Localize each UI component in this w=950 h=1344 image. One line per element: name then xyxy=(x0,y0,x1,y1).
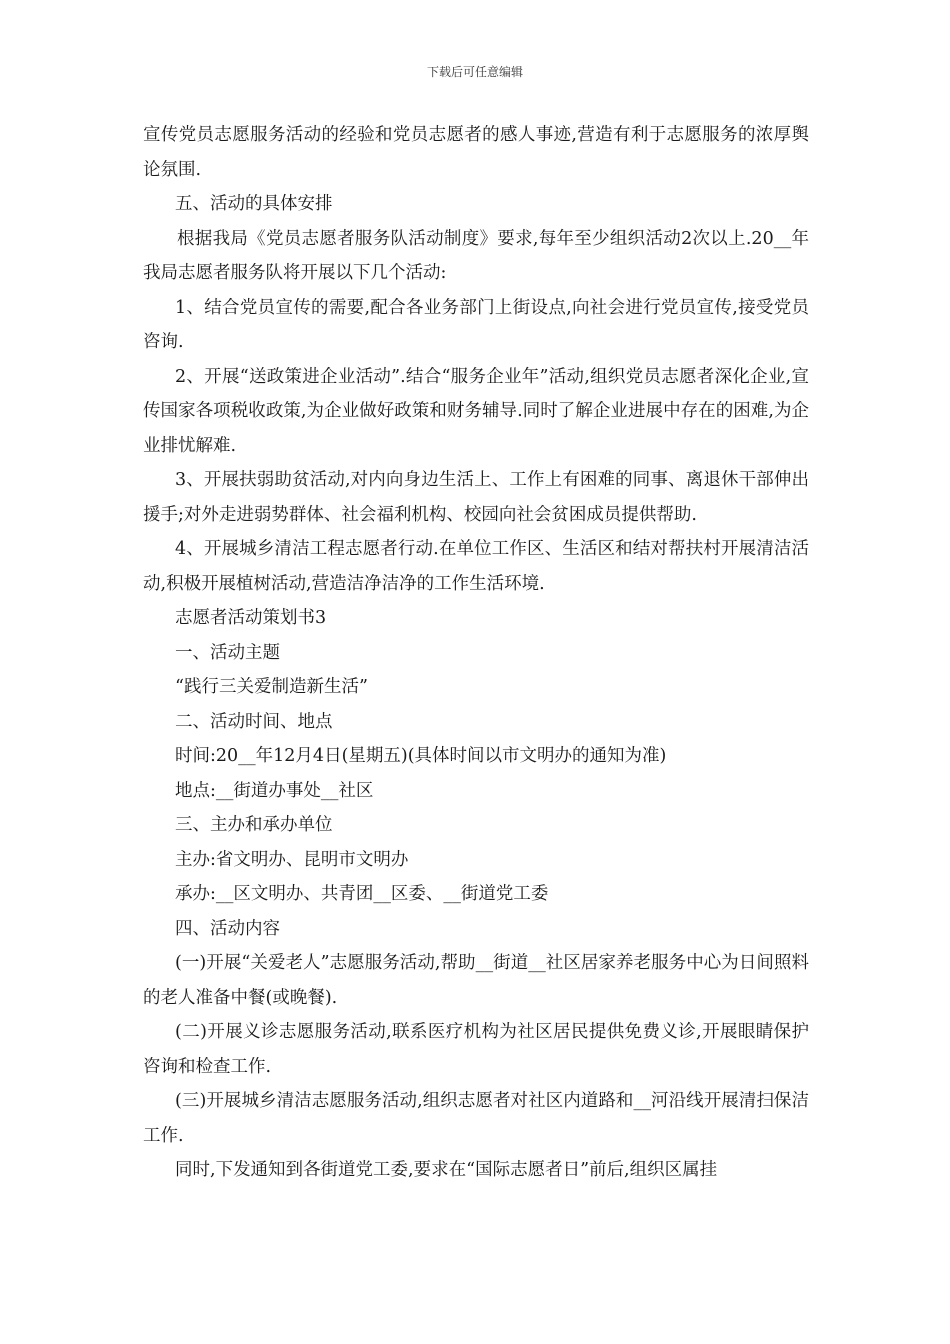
theme-slogan: “践行三关爱制造新生活” xyxy=(175,677,368,697)
heading-time-place: 二、活动时间、地点 xyxy=(175,711,333,732)
list-item-1: 1、结合党员宣传的需要,配合各业务部门上街设点,向社会进行党员宣传,接受党员咨询. xyxy=(143,297,809,352)
paragraph-arrangement: 根据我局《党员志愿者服务队活动制度》要求,每年至少组织活动2次以上.20__年我局志愿者服务队将开展以下几个活动: xyxy=(143,228,809,283)
event-time: 时间:20__年12月4日(星期五)(具体时间以市文明办的通知为准) xyxy=(175,746,667,766)
list-item-2: 2、开展“送政策进企业活动”.结合“服务企业年”活动,组织党员志愿者深化企业,宣传国家各项税收政策,为企业做好政策和财务辅导.同时了解企业进展中存在的困难,为企业排忧解难. xyxy=(143,366,809,456)
heading-organizers: 三、主办和承办单位 xyxy=(175,815,333,835)
heading-theme: 一、活动主题 xyxy=(175,642,280,663)
page-header-note: 下载后可任意编辑 xyxy=(426,65,523,79)
content-item-2: (二)开展义诊志愿服务活动,联系医疗机构为社区居民提供免费义诊,开展眼睛保护咨询和检查工作. xyxy=(143,1022,809,1077)
document-subtitle: 志愿者活动策划书3 xyxy=(175,608,327,628)
content-item-1: (一)开展“关爱老人”志愿服务活动,帮助__街道__社区居家养老服务中心为日间照料的老人准备中餐(或晚餐). xyxy=(143,953,809,1008)
event-place: 地点:__街道办事处__社区 xyxy=(175,780,374,801)
content-item-3: (三)开展城乡清洁志愿服务活动,组织志愿者对社区内道路和__河沿线开展清扫保洁工作. xyxy=(143,1091,809,1146)
heading-content: 四、活动内容 xyxy=(175,918,280,939)
list-item-3: 3、开展扶弱助贫活动,对内向身边生活上、工作上有困难的同事、离退休干部伸出援手;对外走进弱势群体、社会福利机构、校园向社会贫困成员提供帮助. xyxy=(143,470,809,525)
document-body xyxy=(143,118,809,1188)
heading-section-five: 五、活动的具体安排 xyxy=(175,194,333,214)
list-item-4: 4、开展城乡清洁工程志愿者行动.在单位工作区、生活区和结对帮扶村开展清洁活动,积极开展植树活动,营造洁净洁净的工作生活环境. xyxy=(143,539,809,594)
paragraph-notice: 同时,下发通知到各街道党工委,要求在“国际志愿者日”前后,组织区属挂 xyxy=(175,1160,718,1180)
organizer-host: 主办:省文明办、昆明市文明办 xyxy=(175,849,409,870)
organizer-undertaker: 承办:__区文明办、共青团__区委、__街道党工委 xyxy=(175,884,549,904)
paragraph-intro: 宣传党员志愿服务活动的经验和党员志愿者的感人事迹,营造有利于志愿服务的浓厚舆论氛围. xyxy=(143,125,809,180)
